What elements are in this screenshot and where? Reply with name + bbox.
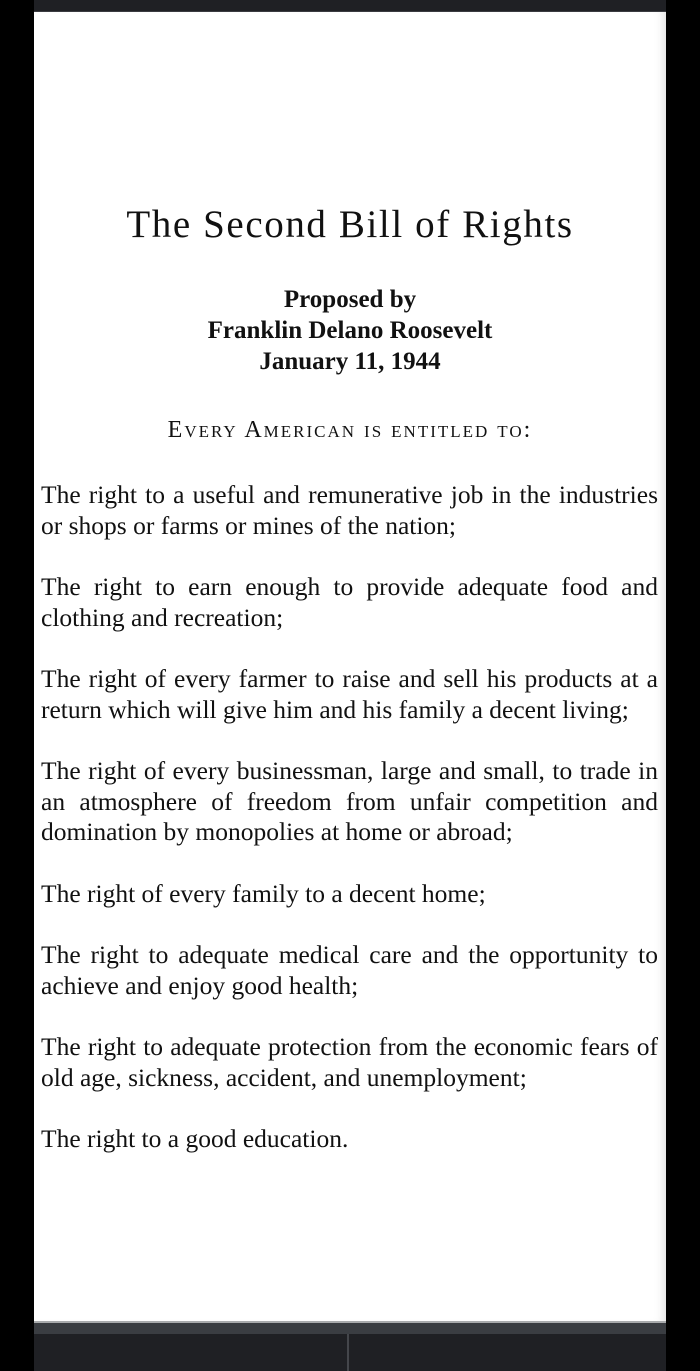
byline-date: January 11, 1944	[259, 348, 441, 375]
right-item: The right to earn enough to provide adequate food and clothing and recreation;	[41, 572, 658, 632]
byline	[34, 284, 666, 377]
top-toolbar	[34, 0, 666, 12]
bottom-toolbar	[34, 1321, 666, 1371]
right-item: The right of every farmer to raise and sell his products at a return which will give him and his family a decent living;	[41, 664, 658, 724]
byline-author: Franklin Delano Roosevelt	[207, 317, 493, 344]
right-item: The right to a useful and remunerative job in the industries or shops or farms or mines of the nation;	[41, 480, 658, 540]
toolbar-divider	[347, 1334, 349, 1371]
rights-list	[41, 480, 658, 1186]
right-item: The right of every family to a decent home;	[41, 878, 486, 908]
lead-heading: Every American is entitled to:	[167, 417, 533, 443]
bottom-toolbar-strip	[34, 1321, 666, 1334]
right-item: The right of every businessman, large and small, to trade in an atmosphere of freedom from unfair competition and domination by monopolies at home or abroad;	[41, 756, 658, 846]
byline-proposed-by: Proposed by	[283, 286, 417, 313]
right-item: The right to a good education.	[41, 1124, 349, 1153]
document-page[interactable]	[34, 12, 666, 1321]
document-title: The Second Bill of Rights	[126, 203, 574, 246]
right-item: The right to adequate medical care and the opportunity to achieve and enjoy good health;	[41, 940, 658, 1000]
right-item: The right to adequate protection from the economic fears of old age, sickness, accident, and unemployment;	[41, 1032, 658, 1092]
